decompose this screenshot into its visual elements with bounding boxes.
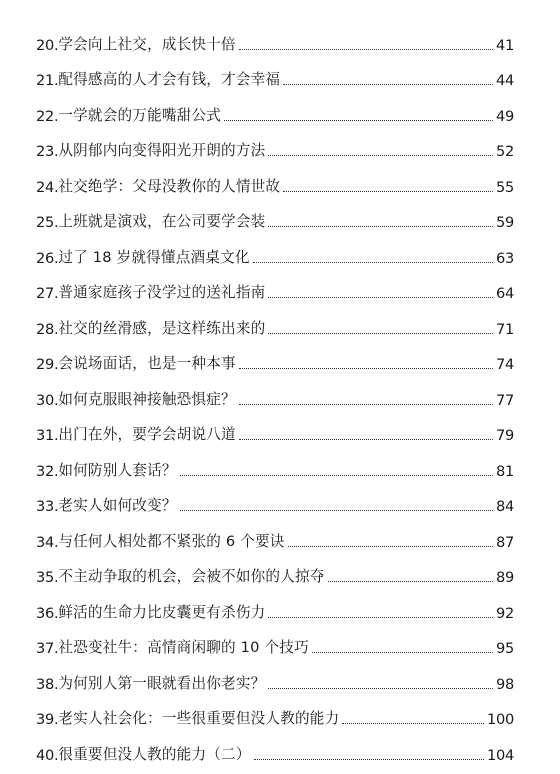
toc-entry[interactable]	[36, 373, 514, 409]
toc-entry-page-number: 59	[496, 214, 514, 231]
toc-entry-page-number: 49	[496, 107, 514, 125]
toc-entry[interactable]	[36, 89, 514, 125]
toc-entry-number: 20.	[36, 36, 59, 54]
toc-entry-page-number: 79	[496, 427, 514, 444]
toc-entry-number: 40.	[36, 746, 59, 764]
toc-entry-title: 会说场面话，也是一种本事	[58, 355, 236, 372]
toc-entry-number: 25.	[36, 214, 59, 231]
toc-entry[interactable]	[36, 267, 514, 303]
toc-entry-page-number: 98	[496, 675, 514, 693]
toc-entry-page-number: 84	[496, 498, 514, 515]
toc-entry-title: 学会向上社交，成长快十倍	[58, 35, 236, 53]
toc-entry-title: 社恐变社牛：高情商闲聊的 10 个技巧	[58, 639, 309, 656]
toc-entry-title: 为何别人第一眼就看出你老实？	[58, 674, 266, 692]
toc-entry-title: 很重要但没人教的能力（二）	[58, 745, 251, 763]
dot-leader	[180, 475, 493, 476]
toc-entry[interactable]	[36, 622, 514, 658]
dot-leader	[342, 723, 484, 724]
toc-entry-page-number: 52	[496, 143, 514, 160]
toc-entry[interactable]	[36, 196, 514, 232]
toc-entry-title: 如何克服眼神接触恐惧症？	[58, 390, 236, 408]
toc-entry[interactable]	[36, 409, 514, 445]
toc-entry-number: 39.	[36, 711, 59, 728]
toc-entry[interactable]	[36, 54, 514, 90]
toc-entry-title: 一学就会的万能嘴甜公式	[58, 106, 222, 124]
toc-entry-title: 鲜活的生命力比皮囊更有杀伤力	[58, 603, 266, 621]
toc-entry[interactable]	[36, 18, 514, 54]
toc-entry-page-number: 95	[496, 640, 514, 657]
toc-entry-title: 社交的丝滑感，是这样练出来的	[58, 319, 266, 337]
toc-entry-page-number: 74	[496, 356, 514, 373]
toc-entry-page-number: 77	[496, 391, 514, 409]
toc-entry-number: 34.	[36, 533, 59, 551]
toc-entry-title: 与任何人相处都不紧张的 6 个要诀	[58, 532, 285, 550]
toc-entry[interactable]	[36, 728, 514, 764]
toc-entry-number: 33.	[36, 498, 59, 515]
toc-entry-number: 32.	[36, 462, 59, 480]
toc-entry-title: 从阴郁内向变得阳光开朗的方法	[58, 142, 266, 159]
dot-leader	[328, 581, 493, 582]
toc-entry-page-number: 81	[496, 462, 514, 480]
toc-entry-title: 普通家庭孩子没学过的送礼指南	[58, 284, 266, 301]
toc-entry-title: 老实人社会化：一些很重要但没人教的能力	[58, 710, 340, 727]
toc-entry-number: 23.	[36, 143, 59, 160]
toc-entry[interactable]	[36, 693, 514, 729]
dot-leader	[268, 155, 493, 156]
toc-entry-number: 21.	[36, 72, 59, 89]
toc-entry[interactable]	[36, 125, 514, 161]
toc-entry[interactable]	[36, 231, 514, 267]
toc-entry-page-number: 104	[487, 746, 514, 764]
toc-entry-number: 38.	[36, 675, 59, 693]
toc-entry-page-number: 89	[496, 569, 514, 586]
toc-entry-page-number: 87	[496, 533, 514, 551]
dot-leader	[239, 404, 493, 405]
toc-entry-page-number: 71	[496, 320, 514, 338]
toc-entry-title: 配得感高的人才会有钱，才会幸福	[58, 71, 281, 88]
toc-entry-title: 社交绝学：父母没教你的人情世故	[58, 177, 281, 195]
dot-leader	[224, 120, 493, 121]
toc-entry-title: 过了 18 岁就得懂点酒桌文化	[58, 248, 250, 266]
dot-leader	[283, 84, 493, 85]
toc-entry-number: 36.	[36, 604, 59, 622]
toc-entry[interactable]	[36, 515, 514, 551]
toc-entry-number: 30.	[36, 391, 59, 409]
dot-leader	[268, 226, 493, 227]
toc-entry-page-number: 92	[496, 604, 514, 622]
toc-entry[interactable]	[36, 444, 514, 480]
dot-leader	[268, 333, 493, 334]
dot-leader	[253, 262, 493, 263]
dot-leader	[268, 297, 493, 298]
dot-leader	[239, 439, 493, 440]
toc-entry-title: 不主动争取的机会，会被不如你的人掠夺	[58, 568, 325, 585]
toc-entry[interactable]	[36, 338, 514, 374]
toc-entry-title: 如何防别人套话？	[58, 461, 177, 479]
toc-entry-number: 28.	[36, 320, 59, 338]
toc-entry-page-number: 41	[496, 36, 514, 54]
toc-entry-number: 27.	[36, 285, 59, 302]
dot-leader	[288, 546, 493, 547]
toc-entry-title: 上班就是演戏，在公司要学会装	[58, 213, 266, 230]
toc-entry[interactable]	[36, 302, 514, 338]
toc-entry-page-number: 55	[496, 178, 514, 196]
toc-entry-number: 31.	[36, 427, 59, 444]
toc-entry-page-number: 44	[496, 72, 514, 89]
toc-entry-page-number: 64	[496, 285, 514, 302]
toc-entry[interactable]	[36, 586, 514, 622]
toc-entry-number: 26.	[36, 249, 59, 267]
dot-leader	[254, 759, 484, 760]
toc-entry[interactable]	[36, 657, 514, 693]
dot-leader	[312, 652, 493, 653]
table-of-contents	[36, 18, 514, 764]
toc-entry-number: 24.	[36, 178, 59, 196]
toc-entry[interactable]	[36, 551, 514, 587]
toc-entry-number: 29.	[36, 356, 59, 373]
dot-leader	[283, 191, 493, 192]
toc-entry-number: 22.	[36, 107, 59, 125]
dot-leader	[268, 688, 493, 689]
dot-leader	[180, 510, 493, 511]
toc-entry[interactable]	[36, 480, 514, 516]
dot-leader	[268, 617, 493, 618]
toc-entry-number: 35.	[36, 569, 59, 586]
dot-leader	[239, 368, 493, 369]
toc-entry-page-number: 63	[496, 249, 514, 267]
toc-entry[interactable]	[36, 160, 514, 196]
toc-entry-number: 37.	[36, 640, 59, 657]
toc-entry-title: 老实人如何改变？	[58, 497, 177, 514]
toc-entry-page-number: 100	[487, 711, 514, 728]
dot-leader	[239, 49, 493, 50]
toc-entry-title: 出门在外，要学会胡说八道	[58, 426, 236, 443]
